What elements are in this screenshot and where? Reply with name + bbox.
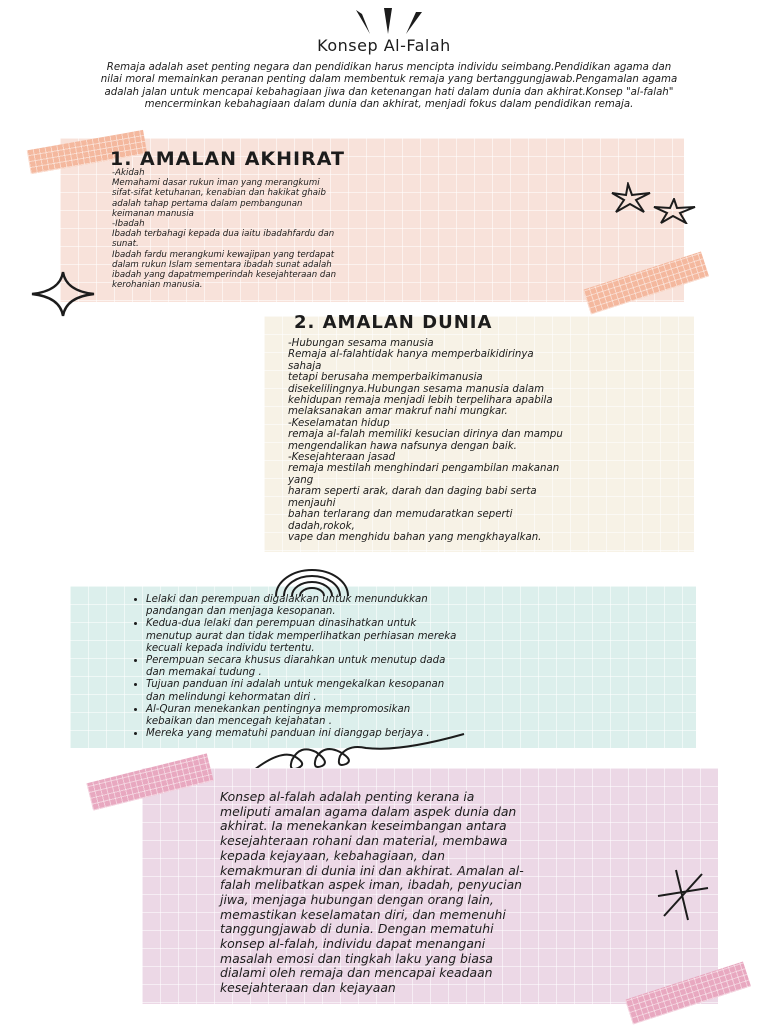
text-line: Remaja al-falahtidak hanya memperbaikidirinya <box>288 349 534 361</box>
star-icon <box>610 182 656 214</box>
text-line: sahaja <box>288 360 322 372</box>
text-line: -Hubungan sesama manusia <box>288 338 434 349</box>
text-line: dadah,rokok, <box>288 520 355 532</box>
star-icon <box>652 198 698 224</box>
text-line: disekelilingnya.Hubungan sesama manusia dalam <box>288 383 545 395</box>
section-body-akhirat <box>112 168 442 290</box>
conclusion-paragraph: Konsep al-falah adalah penting kerana ia meliputi amalan agama dalam aspek dunia dan akhirat. Ia menekankan keseimbangan antara kesejahteraan rohani dan material, membawa kepada kejayaan, kebahagiaan, dan kemakmuran di dunia ini dan akhirat. Amalan al- falah melibatkan aspek iman, ibadah, penyucian jiwa, menjaga hubungan dengan orang lain, memastikan keselamatan diri, dan memenuhi tanggungjawab di dunia. Dengan mematuhi konsep al-falah, individu dapat menangani masalah emosi dan tingkah laku yang biasa dialami oleh remaja dan mencapai keadaan kesejahteraan dan kejayaan <box>220 789 524 996</box>
text-line: dalam rukun Islam sementara ibadah sunat adalah <box>112 259 332 270</box>
text-line: -Kesejahteraan jasad <box>288 452 396 464</box>
list-item: • Lelaki dan perempuan digalakkan untuk menundukkan pandangan dan menjaga kesopanan. <box>146 594 606 618</box>
guideline-list <box>128 594 606 740</box>
text-line: adalah tahap pertama dalam pembangunan <box>112 198 303 209</box>
text-line: -Ibadah <box>112 219 145 230</box>
text-line: -Akidah <box>112 168 145 178</box>
text-line: Memahami dasar rukun iman yang merangkumi <box>112 178 320 189</box>
text-line: remaja al-falah memiliki kesucian dirinya dan mampu <box>288 429 563 441</box>
list-item: • Kedua-dua lelaki dan perempuan dinasihatkan untuk menutup aurat dan tidak memperlihatkan perhiasan mereka kecuali kepada individu tertentu. <box>146 618 606 655</box>
text-line: menjauhi <box>288 497 336 509</box>
text-line: -Keselamatan hidup <box>288 417 390 429</box>
list-item: • Tujuan panduan ini adalah untuk mengekalkan kesopanan dan melindungi kehormatan diri . <box>146 679 606 703</box>
text-line: kehidupan remaja menjadi lebih terpelihara apabila <box>288 395 553 407</box>
text-line: tetapi berusaha memperbaikimanusia <box>288 372 483 384</box>
text-line: Ibadah fardu merangkumi kewajipan yang terdapat <box>112 249 335 260</box>
sparkle-icon <box>30 270 96 318</box>
text-line: haram seperti arak, darah dan daging babi serta <box>288 486 537 498</box>
text-line: kerohanian manusia. <box>112 280 203 291</box>
text-line: mengendalikan hawa nafsunya dengan baik. <box>288 440 517 452</box>
sparkle-lines-icon <box>348 6 430 36</box>
text-line: keimanan manusia <box>112 208 194 219</box>
section-heading-dunia: 2. AMALAN DUNIA <box>294 312 493 333</box>
list-item: • Al-Quran menekankan pentingnya mempromosikan kebaikan dan mencegah kejahatan . <box>146 704 606 728</box>
text-line: bahan terlarang dan memudaratkan seperti <box>288 509 513 521</box>
text-line: sifat-sifat ketuhanan, kenabian dan hakikat ghaib <box>112 188 326 199</box>
text-line: yang <box>288 474 314 486</box>
rainbow-arc-icon <box>272 566 352 596</box>
text-line: melaksanakan amar makruf nahi mungkar. <box>288 406 508 418</box>
text-line: remaja mestilah menghindari pengambilan makanan <box>288 463 560 475</box>
list-item: • Mereka yang mematuhi panduan ini dianggap berjaya . <box>146 728 606 740</box>
list-item: • Perempuan secara khusus diarahkan untuk menutup dada dan memakai tudung . <box>146 655 606 679</box>
text-line: ibadah yang dapatmemperindah kesejahteraan dan <box>112 270 337 281</box>
intro-paragraph: Remaja adalah aset penting negara dan pendidikan harus mencipta individu seimbang.Pendidikan agama dan nilai moral memainkan peranan penting dalam membentuk remaja yang bertanggungjawab.Pengamalan agama adalah jalan untuk mencapai kebahagiaan jiwa dan ketenangan hati dalam dunia dan akhirat.Konsep "al-falah" mencerminkan kebahagiaan dalam dunia dan akhirat, menjadi fokus dalam pendidikan remaja. <box>100 62 678 111</box>
text-line: sunat. <box>112 239 139 250</box>
page-title: Konsep Al-Falah <box>317 36 451 55</box>
section-body-dunia <box>288 338 668 543</box>
section-heading-akhirat: 1. AMALAN AKHIRAT <box>110 148 345 170</box>
asterisk-doodle-icon <box>654 866 712 924</box>
text-line: Ibadah terbahagi kepada dua iaitu ibadahfardu dan <box>112 229 335 240</box>
text-line: vape dan menghidu bahan yang mengkhayalkan. <box>288 531 542 543</box>
